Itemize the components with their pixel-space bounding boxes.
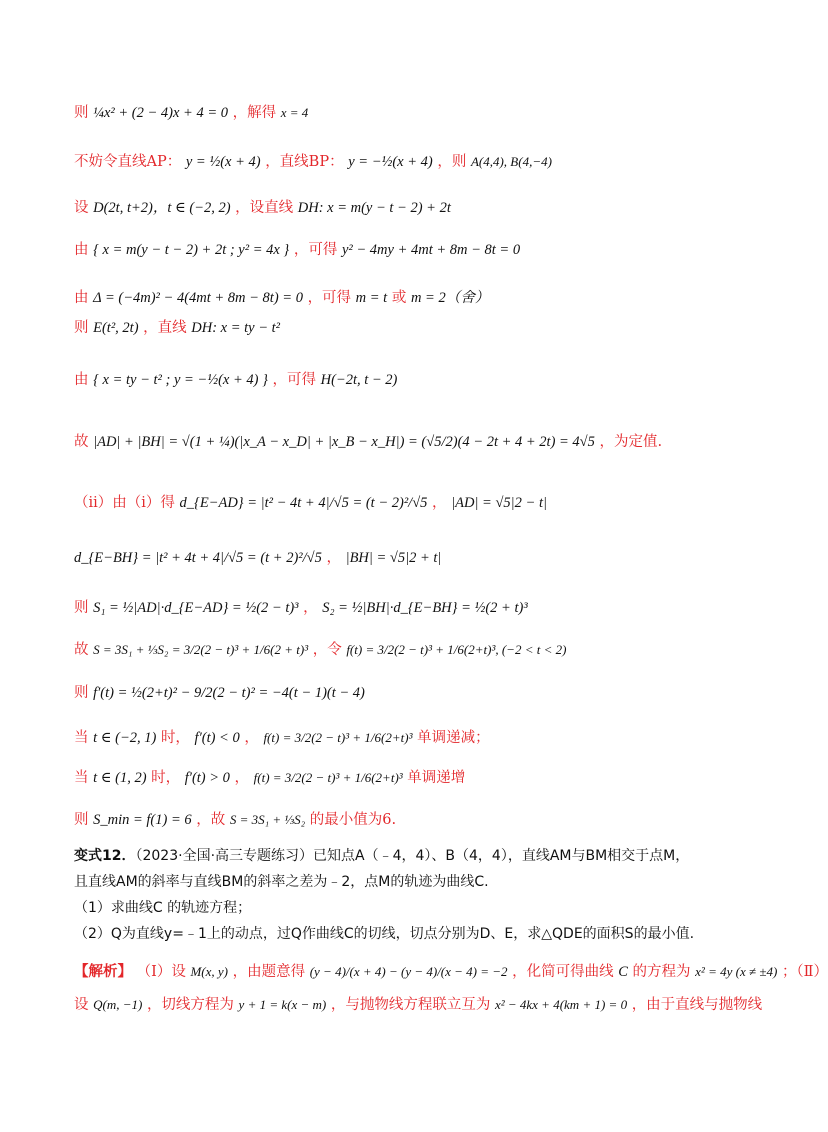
analysis-line-2 [74,995,763,1015]
line-prefix: 则 [74,812,89,828]
variant-question-2: （2）Q为直线y=﹣1上的动点，过Q作曲线C的切线，切点分别为D、E，求△QDE的面积S的最小值. [74,926,695,942]
solution-line-6 [74,318,740,338]
equation: E(t², 2t) [93,320,139,336]
solution-line-8 [74,432,740,452]
variant-text: （2023·全国·高三专题练习）已知点A（﹣4，4）、B（4，4），直线AM与BM相交于点M， [135,848,690,864]
equation: y = −½(x + 4) [348,154,433,170]
equation: x² = 4y (x ≠ ±4) [695,964,778,979]
variant-question-1: （1）求曲线C 的轨迹方程； [74,900,252,916]
line-text: ，令 [312,642,342,658]
solution-line-7 [74,370,740,390]
variant-line-1 [74,846,740,866]
line-prefix: （ii）由（i）得 [74,495,175,511]
line-text: ， [303,600,318,616]
line-text: ，可得 [307,290,352,306]
equation: Q(m, −1) [93,997,143,1012]
equation: S_min = f(1) = 6 [93,812,192,828]
equation: D(2t, t+2)，t ∈ (−2, 2) [93,200,231,216]
line-prefix: 故 [74,642,89,658]
variant-text: 且直线AM的斜率与直线BM的斜率之差为﹣2，点M的轨迹为曲线C. [74,874,489,890]
equation: S = 3S₁ + ⅓S₂ = 3/2(2 − t)³ + 1/6(2 + t)³ [93,642,309,657]
analysis-text: ；（Ⅱ） [781,964,828,980]
line-prefix: 则 [74,600,89,616]
analysis-text: ，由题意得 [232,964,306,980]
line-text: ，直线BP： [265,154,344,170]
solution-line-16 [74,810,740,830]
line-prefix: 则 [74,320,89,336]
analysis-text: 设 [74,997,89,1013]
solution-line-11 [74,598,740,618]
equation: { x = ty − t² ; y = −½(x + 4) } [93,372,268,388]
analysis-text: ，化简可得曲线 [512,964,614,980]
line-text: ，故 [196,812,226,828]
analysis-text: 的方程为 [632,964,691,980]
equation: f′(t) < 0 [194,730,240,746]
equation: d_{E−AD} = |t² − 4t + 4|/√5 = (t − 2)²/√5 [179,495,428,511]
equation: y² − 4my + 4mt + 8m − 8t = 0 [341,242,521,258]
equation: y + 1 = k(x − m) [238,997,327,1012]
solution-line-10 [74,548,740,568]
equation: S₂ = ½|BH|·d_{E−BH} = ½(2 + t)³ [322,600,528,616]
line-prefix: 当 [74,770,89,786]
line-prefix: 由 [74,242,89,258]
solution-line-5 [74,288,740,308]
analysis-text: （Ⅰ）设 [136,964,186,980]
line-prefix: 由 [74,372,89,388]
equation: |AD| + |BH| = √(1 + ¼)(|x_A − x_D| + |x_B − x_H|) = (√5/2)(4 − 2t + 4 + 2t) = 4√5 [93,434,595,450]
line-text: 或 [391,290,407,306]
analysis-line-1 [74,962,828,982]
line-text: ，直线 [143,320,187,336]
line-text: 时， [151,770,181,786]
analysis-text: ，由于直线与抛物线 [631,997,763,1013]
equation: f′(t) = ½(2+t)² − 9/2(2 − t)² = −4(t − 1)(t − 4) [93,685,365,701]
equation: DH: x = ty − t² [191,320,280,336]
solution-line-1 [74,103,740,123]
equation: { x = m(y − t − 2) + 2t ; y² = 4x } [93,242,290,258]
line-prefix: 不妨令直线AP： [74,154,182,170]
equation: A(4,4), B(4,−4) [470,154,552,169]
solution-line-15 [74,768,740,788]
line-prefix: 则 [74,685,89,701]
equation: x² − 4kx + 4(km + 1) = 0 [494,997,628,1012]
line-text: ，为定值. [599,434,663,450]
equation: f(t) = 3/2(2 − t)³ + 1/6(2+t)³, (−2 < t < 2) [346,642,567,657]
equation: d_{E−BH} = |t² + 4t + 4|/√5 = (t + 2)²/√5 [74,550,322,566]
solution-line-2 [74,152,740,172]
equation: f′(t) > 0 [184,770,230,786]
equation: M(x, y) [190,964,228,979]
variant-line-2 [74,872,740,892]
equation: x = 4 [280,105,309,120]
equation: ¼x² + (2 − 4)x + 4 = 0 [93,105,228,121]
line-text: ， [432,495,447,511]
analysis-tag: 【解析】 [74,963,132,980]
line-text: 单调递增 [407,770,466,786]
line-prefix: 设 [74,200,89,216]
analysis-text: ，与抛物线方程联立互为 [330,997,491,1013]
variant-line-3 [74,898,740,918]
line-text: ， [234,770,250,786]
equation: m = t [355,290,388,306]
line-prefix: 由 [74,290,89,306]
line-text: ，可得 [293,242,338,258]
line-prefix: 故 [74,434,89,450]
equation: y = ½(x + 4) [185,154,261,170]
equation: H(−2t, t − 2) [320,372,398,388]
line-text: ， [244,730,259,746]
solution-line-3 [74,198,740,218]
line-text: 时， [160,730,190,746]
line-prefix: 则 [74,105,89,121]
variant-label: 变式12． [74,848,136,864]
solution-line-9 [74,493,740,513]
equation: m = 2（舍） [410,290,490,306]
line-text: ， [326,550,341,566]
line-prefix: 当 [74,730,89,746]
line-text: ，设直线 [235,200,294,216]
solution-line-13 [74,683,740,703]
equation: |BH| = √5|2 + t| [345,550,442,566]
equation: f(t) = 3/2(2 − t)³ + 1/6(2+t)³ [253,770,403,785]
variant-line-4 [74,924,740,944]
equation: |AD| = √5|2 − t| [451,495,547,511]
solution-line-4 [74,240,740,260]
line-text: ，则 [437,154,467,170]
line-text: 单调递减； [417,730,490,746]
analysis-text: ，切线方程为 [146,997,234,1013]
equation: C [618,964,628,980]
equation: t ∈ (1, 2) [93,770,147,786]
line-text: ，解得 [232,105,277,121]
equation: S = 3S₁ + ⅓S₂ [229,812,306,827]
equation: Δ = (−4m)² − 4(4mt + 8m − 8t) = 0 [93,290,303,306]
line-text: ，可得 [272,372,316,388]
equation: S₁ = ½|AD|·d_{E−AD} = ½(2 − t)³ [93,600,299,616]
solution-line-14 [74,728,740,748]
equation: f(t) = 3/2(2 − t)³ + 1/6(2+t)³ [263,730,413,745]
equation: (y − 4)/(x + 4) − (y − 4)/(x − 4) = −2 [309,964,508,979]
equation: t ∈ (−2, 1) [93,730,157,746]
line-text: 的最小值为6. [309,812,397,828]
solution-line-12 [74,640,740,660]
equation: DH: x = m(y − t − 2) + 2t [297,200,451,216]
